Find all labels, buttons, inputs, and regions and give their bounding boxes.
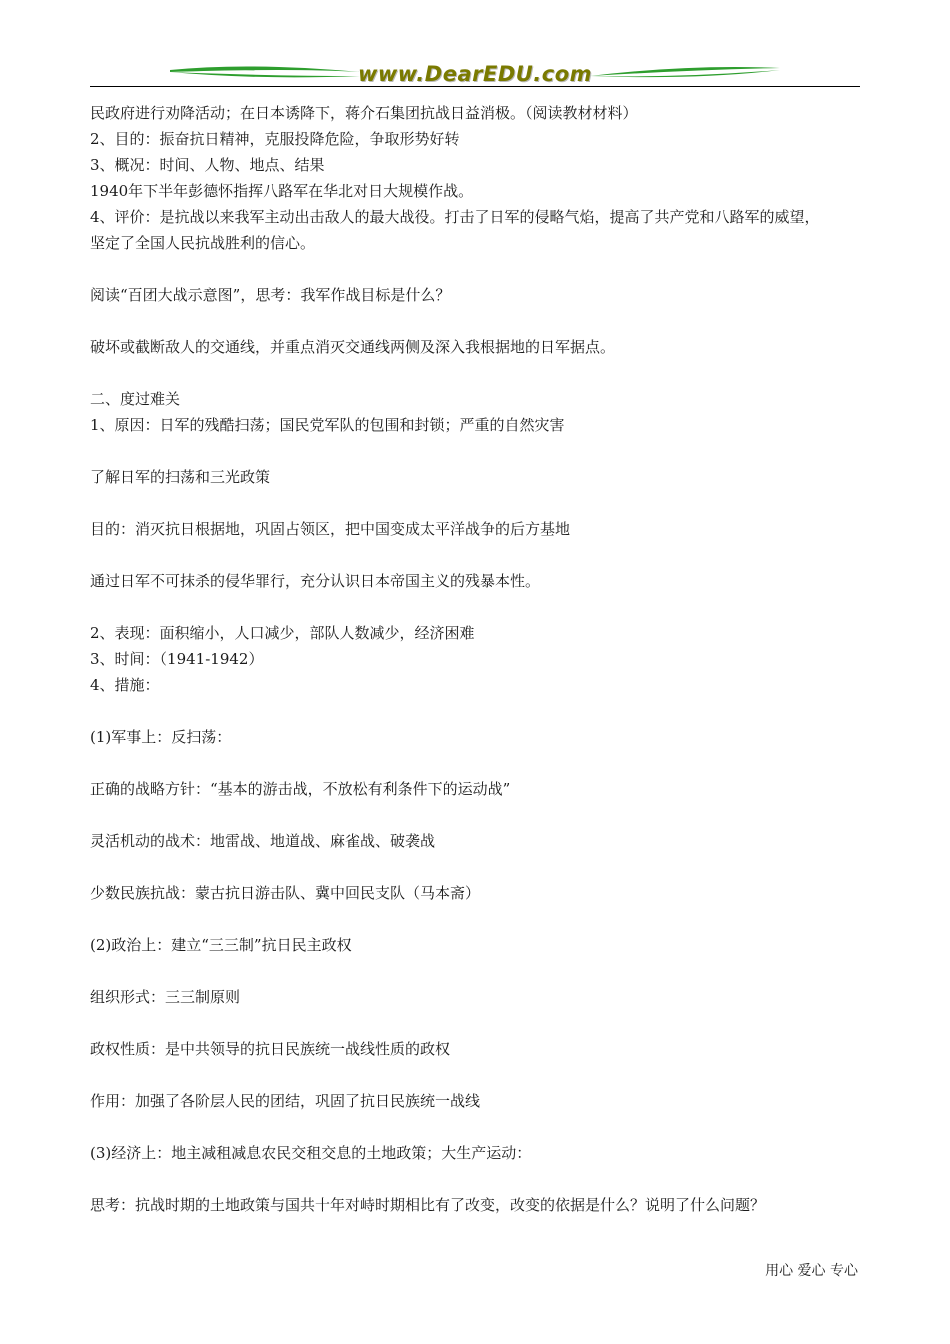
text-line: 民政府进行劝降活动；在日本诱降下，蒋介石集团抗战日益消极。（阅读教材材料） <box>90 104 638 122</box>
blank-line <box>90 750 865 776</box>
text-line: 4、评价：是抗战以来我军主动出击敌人的最大战役。打击了日军的侵略气焰，提高了共产党和八路军的威望， <box>90 208 820 226</box>
blank-line <box>90 490 865 516</box>
text-line: 思考：抗战时期的土地政策与国共十年对峙时期相比有了改变，改变的依据是什么？说明了什么问题？ <box>90 1196 766 1214</box>
text-line: 政权性质：是中共领导的抗日民族统一战线性质的政权 <box>90 1040 451 1058</box>
text-line: 阅读“百团大战示意图”，思考：我军作战目标是什么？ <box>90 286 451 304</box>
blank-line <box>90 1062 865 1088</box>
blank-line <box>90 802 865 828</box>
text-line: (1)军事上：反扫荡： <box>90 728 232 746</box>
footer-motto: 用心 爱心 专心 <box>765 1263 858 1279</box>
blank-line <box>90 438 865 464</box>
text-line: 灵活机动的战术：地雷战、地道战、麻雀战、破袭战 <box>90 832 436 850</box>
text-line: 二、度过难关 <box>90 390 181 408</box>
text-line: 组织形式：三三制原则 <box>90 988 241 1006</box>
text-line: (2)政治上：建立“三三制”抗日民主政权 <box>90 936 352 954</box>
blank-line <box>90 308 865 334</box>
document-body <box>90 100 865 1218</box>
text-line: 2、目的：振奋抗日精神，克服投降危险，争取形势好转 <box>90 130 460 148</box>
text-line: 通过日军不可抹杀的侵华罪行，充分认识日本帝国主义的残暴本性。 <box>90 572 541 590</box>
text-line: 坚定了全国人民抗战胜利的信心。 <box>90 234 316 252</box>
blank-line <box>90 1010 865 1036</box>
text-line: 3、时间：（1941-1942） <box>90 650 264 668</box>
text-line: 破坏或截断敌人的交通线，并重点消灭交通线两侧及深入我根据地的日军据点。 <box>90 338 616 356</box>
blank-line <box>90 854 865 880</box>
text-line: 1940年下半年彭德怀指挥八路军在华北对日大规模作战。 <box>90 182 474 200</box>
text-line: 3、概况：时间、人物、地点、结果 <box>90 156 325 174</box>
text-line: 2、表现：面积缩小，人口减少，部队人数减少，经济困难 <box>90 624 475 642</box>
blank-line <box>90 256 865 282</box>
blank-line <box>90 594 865 620</box>
text-line: (3)经济上：地主减租减息农民交租交息的土地政策；大生产运动： <box>90 1144 532 1162</box>
text-line: 少数民族抗战：蒙古抗日游击队、冀中回民支队（马本斋） <box>90 884 481 902</box>
blank-line <box>90 1166 865 1192</box>
text-line: 作用：加强了各阶层人民的团结，巩固了抗日民族统一战线 <box>90 1092 481 1110</box>
text-line: 目的：消灭抗日根据地，巩固占领区，把中国变成太平洋战争的后方基地 <box>90 520 571 538</box>
blank-line <box>90 958 865 984</box>
blank-line <box>90 1114 865 1140</box>
blank-line <box>90 906 865 932</box>
text-line: 4、措施： <box>90 676 160 694</box>
text-line: 正确的战略方针：“基本的游击战，不放松有利条件下的运动战” <box>90 780 511 798</box>
blank-line <box>90 542 865 568</box>
text-line: 了解日军的扫荡和三光政策 <box>90 468 271 486</box>
site-logo-text: www.DearEDU.com <box>357 62 593 86</box>
header-rule <box>90 86 860 87</box>
blank-line <box>90 698 865 724</box>
text-line: 1、原因：日军的残酷扫荡；国民党军队的包围和封锁；严重的自然灾害 <box>90 416 565 434</box>
blank-line <box>90 360 865 386</box>
